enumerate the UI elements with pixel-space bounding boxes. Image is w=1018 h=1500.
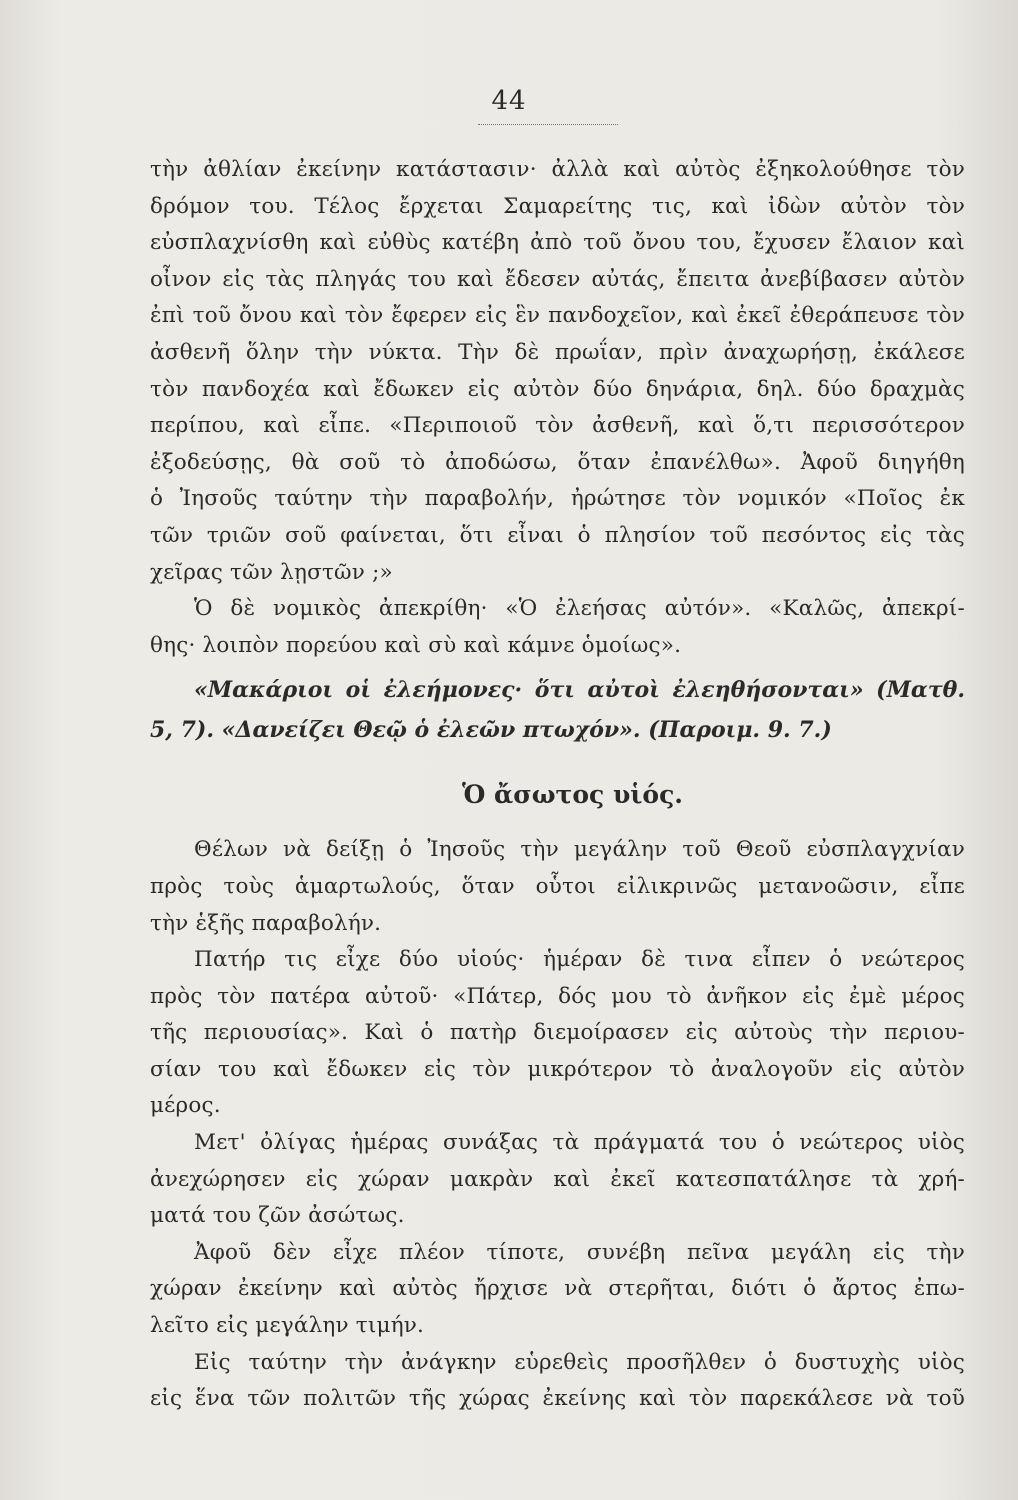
text-line: τὴν ἀθλίαν ἐκείνην κατάστασιν· ἀλλὰ καὶ αὐτὸς ἐξηκολούθησε τὸν: [150, 157, 965, 182]
text-line: πρὸς τὸν πατέρα αὐτοῦ· «Πάτερ, δός μου τὸ ἀνῆκον εἰς ἐμὲ μέρος: [150, 983, 965, 1009]
text-line: ὁ Ἰησοῦς ταύτην τὴν παραβολήν, ἠρώτησε τὸν νομικόν «Ποῖος ἐκ: [150, 486, 965, 512]
page-number: 44: [491, 86, 527, 116]
scripture-quote: «Μακάριοι οἱ ἐλεήμονες· ὅτι αὐτοὶ ἐλεηθήσονται» (Ματθ.: [194, 677, 965, 704]
text-line: σίαν του καὶ ἔδωκεν εἰς τὸν μικρότερον τὸ ἀναλογοῦν εἰς αὐτὸν: [150, 1056, 965, 1082]
text-line: Θέλων νὰ δείξῃ ὁ Ἰησοῦς τὴν μεγάλην τοῦ Θεοῦ εὐσπλαγχνίαν: [194, 837, 965, 863]
text-line: τῶν τριῶν σοῦ φαίνεται, ὅτι εἶναι ὁ πλησίον τοῦ πεσόντος εἰς τὰς: [150, 522, 965, 548]
text-line: τὴν ἑξῆς παραβολήν.: [150, 910, 382, 936]
text-line: ἐπὶ τοῦ ὄνου καὶ τὸν ἔφερεν εἰς ἓν πανδοχεῖον, καὶ ἐκεῖ ἐθεράπευσε τὸν: [150, 303, 965, 329]
text-line: εὐσπλαχνίσθη καὶ εὐθὺς κατέβη ἀπὸ τοῦ ὄνου του, ἔχυσεν ἔλαιον καὶ: [150, 230, 965, 256]
text-line: δρόμον του. Τέλος ἔρχεται Σαμαρείτης τις, καὶ ἰδὼν αὐτὸν τὸν: [150, 193, 965, 219]
text-line: ματά του ζῶν ἀσώτως.: [150, 1203, 405, 1229]
text-line: Μετ' ὀλίγας ἡμέρας συνάξας τὰ πράγματά του ὁ νεώτερος υἱὸς: [194, 1130, 965, 1156]
text-line: τὸν πανδοχέα καὶ ἔδωκεν εἰς αὐτὸν δύο δηνάρια, δηλ. δύο δραχμὰς: [150, 376, 965, 402]
text-line: Ὁ δὲ νομικὸς ἀπεκρίθη· «Ὁ ἐλεήσας αὐτόν». «Καλῶς, ἀπεκρί-: [194, 596, 965, 622]
text-line: περίπου, καὶ εἶπε. «Περιποιοῦ τὸν ἀσθενῆ, καὶ ὅ,τι περισσότερον: [150, 413, 965, 439]
scripture-quote: 5, 7). «Δανείζει Θεῷ ὁ ἐλεῶν πτωχόν». (Παροιμ. 9. 7.): [150, 717, 832, 744]
text-line: ἀσθενῆ ὅλην τὴν νύκτα. Τὴν δὲ πρωΐαν, πρὶν ἀναχωρήσῃ, ἐκάλεσε: [150, 339, 965, 365]
text-line: οἶνον εἰς τὰς πληγάς του καὶ ἔδεσεν αὐτάς, ἔπειτα ἀνεβίβασεν αὐτὸν: [150, 266, 965, 292]
text-line: ἀνεχώρησεν εἰς χώραν μακρὰν καὶ ἐκεῖ κατεσπατάλησε τὰ χρή-: [150, 1166, 965, 1192]
text-line: ἐξοδεύσῃς, θὰ σοῦ τὸ ἀποδώσω, ὅταν ἐπανέλθω». Ἀφοῦ διηγήθη: [150, 449, 965, 475]
text-line: χώραν ἐκείνην καὶ αὐτὸς ἤρχισε νὰ στερῆται, διότι ὁ ἄρτος ἐπω-: [150, 1276, 965, 1302]
text-line: Ἀφοῦ δὲν εἶχε πλέον τίποτε, συνέβη πεῖνα μεγάλη εἰς τὴν: [194, 1239, 965, 1265]
text-line: Πατήρ τις εἶχε δύο υἱούς· ἡμέραν δὲ τινα εἶπεν ὁ νεώτερος: [194, 947, 965, 973]
text-line: Εἰς ταύτην τὴν ἀνάγκην εὑρεθεὶς προσῆλθεν ὁ δυστυχὴς υἱὸς: [194, 1349, 965, 1375]
text-line: θης· λοιπὸν πορεύου καὶ σὺ καὶ κάμνε ὁμοίως».: [150, 632, 682, 658]
text-line: χεῖρας τῶν λῃστῶν ;»: [150, 559, 393, 585]
text-line: πρὸς τοὺς ἁμαρτωλούς, ὅταν οὗτοι εἰλικρινῶς μετανοῶσιν, εἶπε: [150, 873, 965, 899]
text-line: εἰς ἕνα τῶν πολιτῶν τῆς χώρας ἐκείνης καὶ τὸν παρεκάλεσε νὰ τοῦ: [150, 1386, 965, 1412]
text-line: λεῖτο εἰς μεγάλην τιμήν.: [150, 1313, 425, 1339]
section-heading: Ὁ ἄσωτος υἱός.: [461, 780, 683, 810]
text-line: μέρος.: [150, 1093, 221, 1119]
page-text: [150, 152, 965, 1418]
page-number-rule: [478, 124, 618, 125]
text-line: τῆς περιουσίας». Καὶ ὁ πατὴρ διεμοίρασεν εἰς αὐτοὺς τὴν περιου-: [150, 1020, 965, 1046]
